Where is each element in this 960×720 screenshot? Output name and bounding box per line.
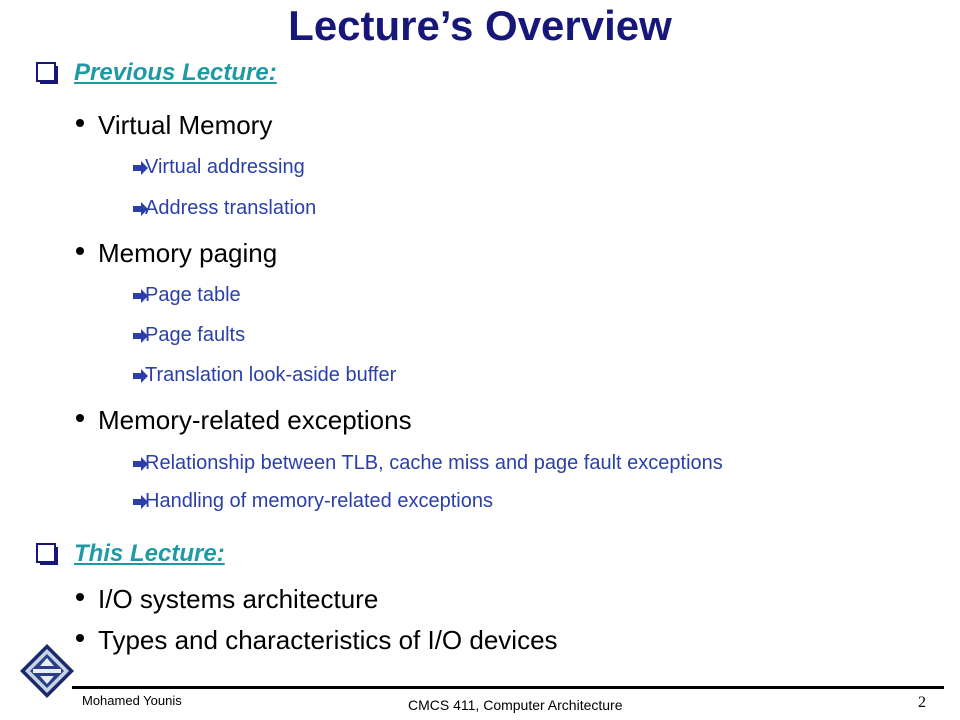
bullet-dot-icon — [76, 593, 84, 601]
sub-bullet-item — [133, 197, 316, 220]
footer-author: Mohamed Younis — [82, 693, 182, 708]
sub-bullet-label: Relationship between TLB, cache miss and page fault exceptions — [145, 452, 723, 474]
sub-bullet-label: Translation look-aside buffer — [145, 364, 397, 386]
section-previous-lecture — [36, 59, 277, 87]
sub-bullet-label: Page faults — [145, 324, 246, 346]
bullet-label: Virtual Memory — [98, 110, 273, 140]
sub-bullet-item — [133, 284, 241, 307]
sub-bullet-label: Virtual addressing — [145, 156, 305, 178]
bullet-label: Types and characteristics of I/O devices — [98, 625, 558, 655]
sub-bullet-label: Page table — [145, 284, 241, 306]
bullet-item — [76, 405, 412, 436]
sub-bullet-label: Handling of memory-related exceptions — [145, 490, 493, 512]
bullet-label: I/O systems architecture — [98, 584, 379, 614]
bullet-label: Memory-related exceptions — [98, 405, 412, 435]
section-heading: Previous Lecture: — [74, 59, 277, 86]
sub-bullet-label: Address translation — [145, 197, 317, 219]
cse-department-logo — [18, 642, 76, 700]
sub-bullet-item — [133, 324, 245, 347]
sub-bullet-item — [133, 452, 723, 475]
footer-course: CMCS 411, Computer Architecture — [408, 697, 623, 713]
sub-bullet-item — [133, 156, 305, 179]
footer-rule — [72, 686, 944, 689]
sub-bullet-item — [133, 364, 396, 387]
checkbox-square-icon — [36, 543, 58, 565]
bullet-dot-icon — [76, 414, 84, 422]
bullet-dot-icon — [76, 634, 84, 642]
slide-title: Lecture’s Overview — [288, 2, 672, 49]
section-this-lecture — [36, 540, 225, 568]
bullet-label: Memory paging — [98, 238, 278, 268]
bullet-item — [76, 238, 277, 269]
bullet-item — [76, 584, 378, 615]
section-heading: This Lecture: — [74, 540, 225, 567]
page-number: 2 — [918, 694, 926, 711]
bullet-dot-icon — [76, 119, 84, 127]
sub-bullet-item — [133, 490, 493, 513]
bullet-dot-icon — [76, 247, 84, 255]
bullet-item — [76, 625, 558, 656]
checkbox-square-icon — [36, 62, 58, 84]
bullet-item — [76, 110, 272, 141]
